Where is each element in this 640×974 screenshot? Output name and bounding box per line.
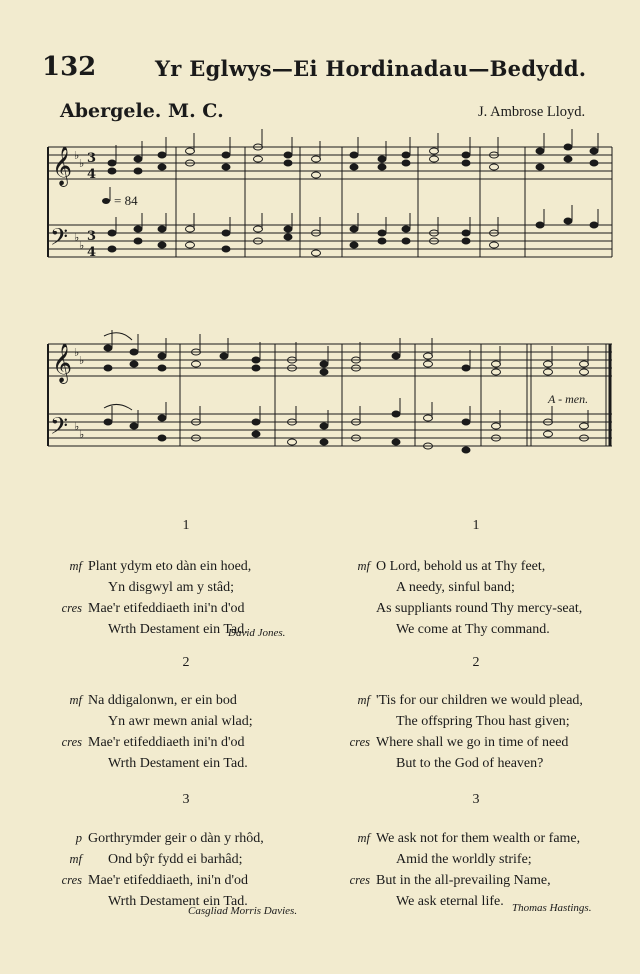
welsh-stanza-2 <box>61 690 253 774</box>
english-stanza-3-author: Thomas Hastings. <box>512 902 592 914</box>
english-stanza-1-number: 1 <box>472 518 480 533</box>
svg-text:𝄞: 𝄞 <box>52 343 73 383</box>
svg-text:𝄢: 𝄢 <box>50 412 69 445</box>
verse-line <box>376 849 580 870</box>
dynamic-mark: mf <box>357 559 370 573</box>
time-sig-top-treble: 3 <box>87 151 97 166</box>
music-system-2 <box>0 322 640 472</box>
svg-text:♭: ♭ <box>79 428 85 441</box>
verse-text: Mae'r etifeddiaeth ini'n d'od <box>88 735 245 750</box>
svg-text:♭: ♭ <box>79 157 85 170</box>
welsh-stanza-3-number: 3 <box>182 792 190 807</box>
verse-text: Plant ydym eto dàn ein hoed, <box>88 559 252 574</box>
verse-text: Gorthrymder geir o dàn y rhôd, <box>88 831 264 846</box>
verse-line <box>88 753 253 774</box>
english-stanza-1 <box>357 556 583 640</box>
dynamic-mark: mf <box>357 693 370 707</box>
verse-line <box>349 870 580 891</box>
time-sig-top-bass: 3 <box>87 229 97 244</box>
svg-text:𝄞: 𝄞 <box>52 146 73 186</box>
score-system-1-svg <box>0 125 640 275</box>
score-system-2-svg <box>0 322 640 472</box>
verse-line <box>357 828 581 849</box>
english-stanza-3 <box>349 828 581 912</box>
verse-line <box>69 849 264 870</box>
verse-line <box>69 556 252 577</box>
verse-text: A needy, sinful band; <box>396 580 515 595</box>
svg-text:♭: ♭ <box>79 354 85 367</box>
verse-text: But in the all-prevailing Name, <box>376 873 551 888</box>
verse-text: Wrth Destament ein Tad. <box>108 622 248 637</box>
english-stanza-2-number: 2 <box>472 655 480 670</box>
verse-text: As suppliants round Thy mercy-seat, <box>376 601 583 616</box>
welsh-stanza-1-number: 1 <box>182 518 190 533</box>
music-system-1 <box>0 125 640 275</box>
svg-text:♭: ♭ <box>74 231 80 244</box>
welsh-stanza-3 <box>61 828 264 912</box>
verse-line <box>376 598 582 619</box>
verse-line <box>376 577 582 598</box>
dynamic-mark: cres <box>61 873 82 887</box>
dynamic-mark: cres <box>61 735 82 749</box>
welsh-stanza-3-author: Casgliad Morris Davies. <box>188 905 298 917</box>
verse-text: Ond bŷr fydd ei barhâd; <box>108 852 243 867</box>
dynamic-mark: mf <box>69 852 82 866</box>
verse-line <box>88 577 251 598</box>
verse-text: Na ddigalonwn, er ein bod <box>88 693 237 708</box>
verse-text: We come at Thy command. <box>396 622 550 637</box>
page-number: 132 <box>42 52 97 82</box>
verse-line <box>88 619 251 640</box>
verse-line <box>376 753 583 774</box>
verse-line <box>61 732 253 753</box>
dynamic-mark: mf <box>69 559 82 573</box>
verse-text: Wrth Destament ein Tad. <box>108 756 248 771</box>
time-sig-bottom-bass: 4 <box>87 245 97 260</box>
verse-text: 'Tis for our children we would plead, <box>376 693 583 708</box>
verse-text: O Lord, behold us at Thy feet, <box>376 559 546 574</box>
tune-name: Abergele. M. C. <box>60 100 224 122</box>
verse-line <box>376 619 582 640</box>
verse-line <box>75 828 264 849</box>
verse-text: Wrth Destament ein Tad. <box>108 894 248 909</box>
verse-text: We ask eternal life. <box>396 894 504 909</box>
verse-text: Where shall we go in time of need <box>376 735 569 750</box>
verse-text: Yn awr mewn anial wlad; <box>108 714 253 729</box>
verse-line <box>357 690 583 711</box>
verse-text: The offspring Thou hast given; <box>396 714 570 729</box>
dynamic-mark: mf <box>357 831 370 845</box>
english-stanza-2 <box>349 690 583 774</box>
welsh-stanza-2-number: 2 <box>182 655 190 670</box>
verse-text: Yn disgwyl am y stâd; <box>108 580 234 595</box>
verse-line <box>376 711 583 732</box>
time-sig-bottom-treble: 4 <box>87 167 97 182</box>
svg-text:♭: ♭ <box>74 420 80 433</box>
verse-line <box>349 732 583 753</box>
svg-text:♭: ♭ <box>74 346 80 359</box>
verse-text: But to the God of heaven? <box>396 756 544 771</box>
svg-text:𝄢: 𝄢 <box>50 223 69 256</box>
verse-line <box>61 598 251 619</box>
verse-line <box>88 711 253 732</box>
verse-line <box>69 690 253 711</box>
verse-text: Mae'r etifeddiaeth ini'n d'od <box>88 601 245 616</box>
composer: J. Ambrose Lloyd. <box>478 104 586 120</box>
welsh-stanza-1 <box>61 556 252 640</box>
dynamic-mark: p <box>75 831 82 845</box>
tempo-mark: = 84 <box>114 193 138 208</box>
svg-text:♭: ♭ <box>74 149 80 162</box>
verse-line <box>61 870 264 891</box>
dynamic-mark: cres <box>349 873 370 887</box>
welsh-stanza-1-author: David Jones. <box>228 627 286 639</box>
running-title: Yr Eglwys—Ei Hordinadau—Bedydd. <box>155 56 587 81</box>
dynamic-mark: cres <box>349 735 370 749</box>
verse-text: We ask not for them wealth or fame, <box>376 831 581 846</box>
dynamic-mark: cres <box>61 601 82 615</box>
dynamic-mark: mf <box>69 693 82 707</box>
svg-text:♭: ♭ <box>79 239 85 252</box>
amen-lyric: A - men. <box>548 392 589 406</box>
verse-text: Mae'r etifeddiaeth, ini'n d'od <box>88 873 248 888</box>
verse-text: Amid the worldly strife; <box>396 852 532 867</box>
english-stanza-3-number: 3 <box>472 792 480 807</box>
verse-line <box>357 556 582 577</box>
